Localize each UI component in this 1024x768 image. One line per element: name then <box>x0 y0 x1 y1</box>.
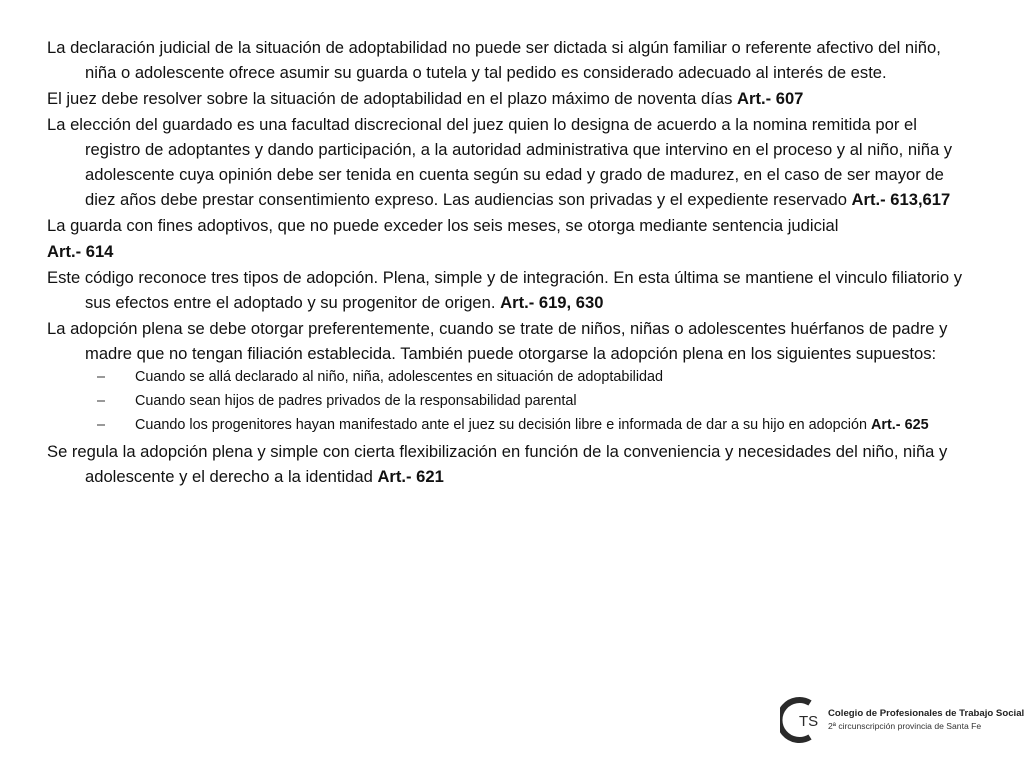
colegio-logo <box>780 695 1024 745</box>
list-item <box>47 415 967 436</box>
paragraph-6 <box>47 265 967 315</box>
logo-mark-letters: TS <box>799 713 819 730</box>
article-reference: Art.- 613,617 <box>851 190 951 209</box>
list-item <box>47 367 967 388</box>
final-paragraph <box>47 439 967 489</box>
paragraph-2 <box>47 86 967 111</box>
dash-bullet-icon: – <box>97 417 106 433</box>
list-item <box>47 391 967 412</box>
logo-text <box>828 707 1024 732</box>
paragraph-text: La elección del guardado es una facultad discrecional del juez quien lo designa de acuerdo a la nomina remitida por el registro de adoptantes y dando participación, a la autoridad administrativa que intervino en el proceso y al niño, niña y adolescente cuya opinión debe ser tenida en cuenta según su edad y grado de madurez, en el caso de ser mayor de diez años debe prestar consentimiento expreso. Las audiencias son privadas y el expediente reservado <box>47 115 953 209</box>
article-reference: Art.- 621 <box>377 467 444 486</box>
paragraph-4 <box>47 213 967 238</box>
article-reference: Art.- 614 <box>47 242 114 261</box>
dash-bullet-icon: – <box>97 369 106 385</box>
paragraph-text: Se regula la adopción plena y simple con cierta flexibilización en función de la conveniencia y necesidades del niño, niña y adolescente y el derecho a la identidad <box>47 442 948 486</box>
cts-logo-icon <box>780 695 826 745</box>
article-reference: Art.- 607 <box>737 89 804 108</box>
article-reference: Art.- 619, 630 <box>500 293 604 312</box>
article-reference: Art.- 625 <box>871 417 929 433</box>
paragraph-text: La declaración judicial de la situación de adoptabilidad no puede ser dictada si algún familiar o referente afectivo del niño, niña o adolescente ofrece asumir su guarda o tutela y tal pedido es considerado adecuado al interés de este. <box>47 38 941 82</box>
dash-bullet-icon: – <box>97 393 106 409</box>
paragraph-text: Este código reconoce tres tipos de adopción. Plena, simple y de integración. En esta última se mantiene el vinculo filiatorio y sus efectos entre el adoptado y su progenitor de origen. <box>47 268 963 312</box>
paragraph-1 <box>47 35 967 85</box>
list-item-text: Cuando los progenitores hayan manifestado ante el juez su decisión libre e informada de dar a su hijo en adopción <box>135 417 871 433</box>
slide-body <box>47 35 967 490</box>
paragraph-5 <box>47 239 967 264</box>
paragraph-text: La adopción plena se debe otorgar preferentemente, cuando se trate de niños, niñas o adolescentes huérfanos de padre y madre que no tengan filiación establecida. También puede otorgarse la adopción plena en los siguientes supuestos: <box>47 319 948 363</box>
paragraph-3 <box>47 112 967 212</box>
logo-subtitle: 2ª circunscripción provincia de Santa Fe <box>828 721 982 731</box>
paragraph-text: El juez debe resolver sobre la situación de adoptabilidad en el plazo máximo de noventa días <box>47 89 737 108</box>
paragraph-text: La guarda con fines adoptivos, que no puede exceder los seis meses, se otorga mediante sentencia judicial <box>47 216 839 235</box>
paragraph-7 <box>47 316 967 366</box>
list-item-text: Cuando sean hijos de padres privados de la responsabilidad parental <box>135 393 577 409</box>
list-item-text: Cuando se allá declarado al niño, niña, adolescentes en situación de adoptabilidad <box>135 369 664 385</box>
sub-list <box>47 367 967 436</box>
logo-name: Colegio de Profesionales de Trabajo Social <box>828 708 1024 719</box>
